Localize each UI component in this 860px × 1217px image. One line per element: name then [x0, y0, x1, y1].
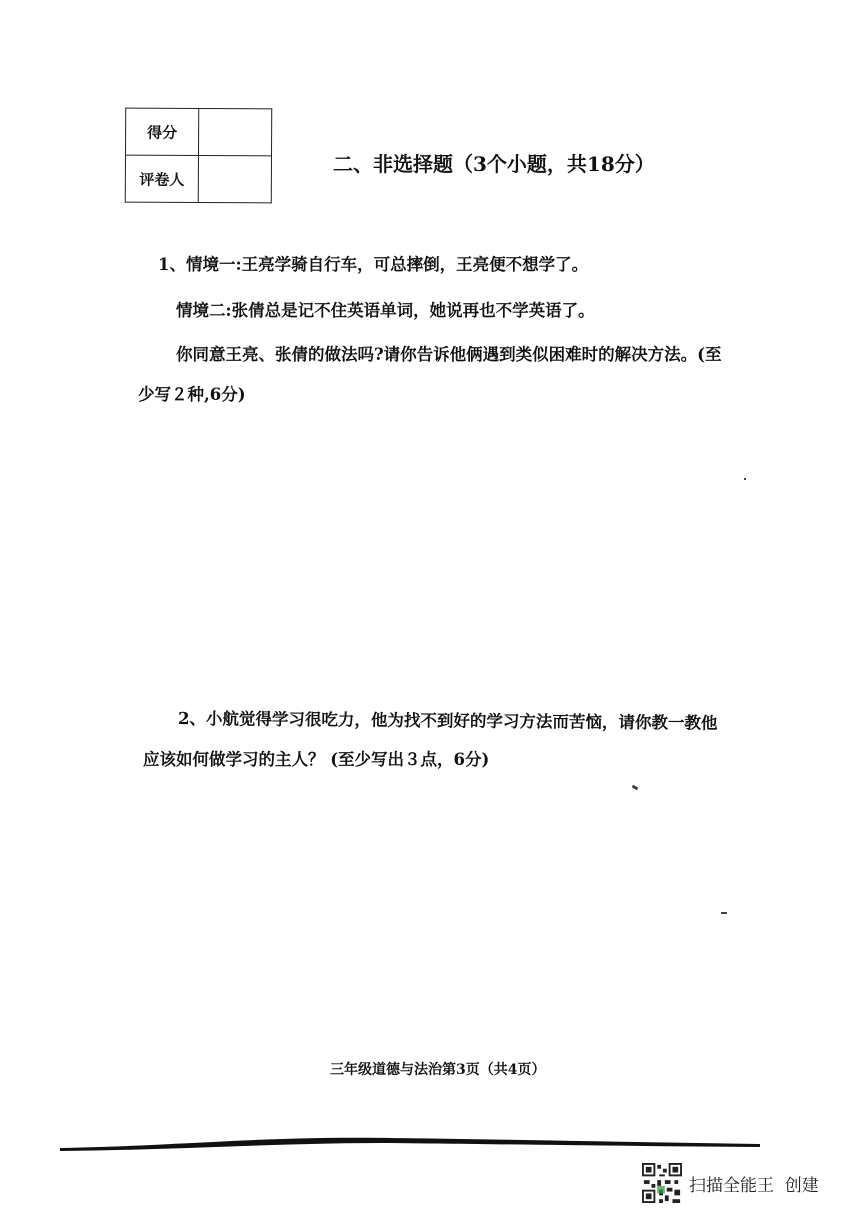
scan-speck: [632, 785, 639, 791]
page-footer: 三年级道德与法治第3页（共4页）: [330, 1062, 546, 1078]
score-label: 得分: [126, 108, 199, 155]
scanner-watermark: [641, 1163, 819, 1203]
qr-code-icon: [641, 1163, 683, 1203]
grader-row: [125, 155, 271, 203]
score-box: [125, 108, 272, 204]
watermark-text: 扫描全能王 创建: [689, 1175, 819, 1196]
question-2-line-1: 2、小航觉得学习很吃力，他为找不到好的学习方法而苦恼，请你教一教他: [177, 709, 718, 733]
scan-edge-shadow: [60, 1128, 760, 1158]
scan-speck: [744, 478, 746, 480]
question-1-line-3: 你同意王亮、张倩的做法吗?请你告诉他俩遇到类似困难时的解决方法。(至: [176, 345, 722, 364]
grader-blank: [198, 156, 271, 203]
question-2-line-2: 应该如何做学习的主人？ (至少写出３点，6分): [143, 750, 490, 769]
score-blank: [199, 109, 272, 156]
question-1-line-4: 少写２种,6分): [138, 385, 246, 404]
score-row: [126, 108, 272, 156]
section-title: 二、非选择题（3个小题，共18分）: [333, 152, 655, 176]
scan-speck: [721, 912, 727, 914]
question-1-line-1: 1、情境一:王亮学骑自行车，可总摔倒，王亮便不想学了。: [158, 255, 589, 274]
question-1-line-2: 情境二:张倩总是记不住英语单词，她说再也不学英语了。: [176, 301, 595, 320]
grader-label: 评卷人: [125, 155, 198, 202]
